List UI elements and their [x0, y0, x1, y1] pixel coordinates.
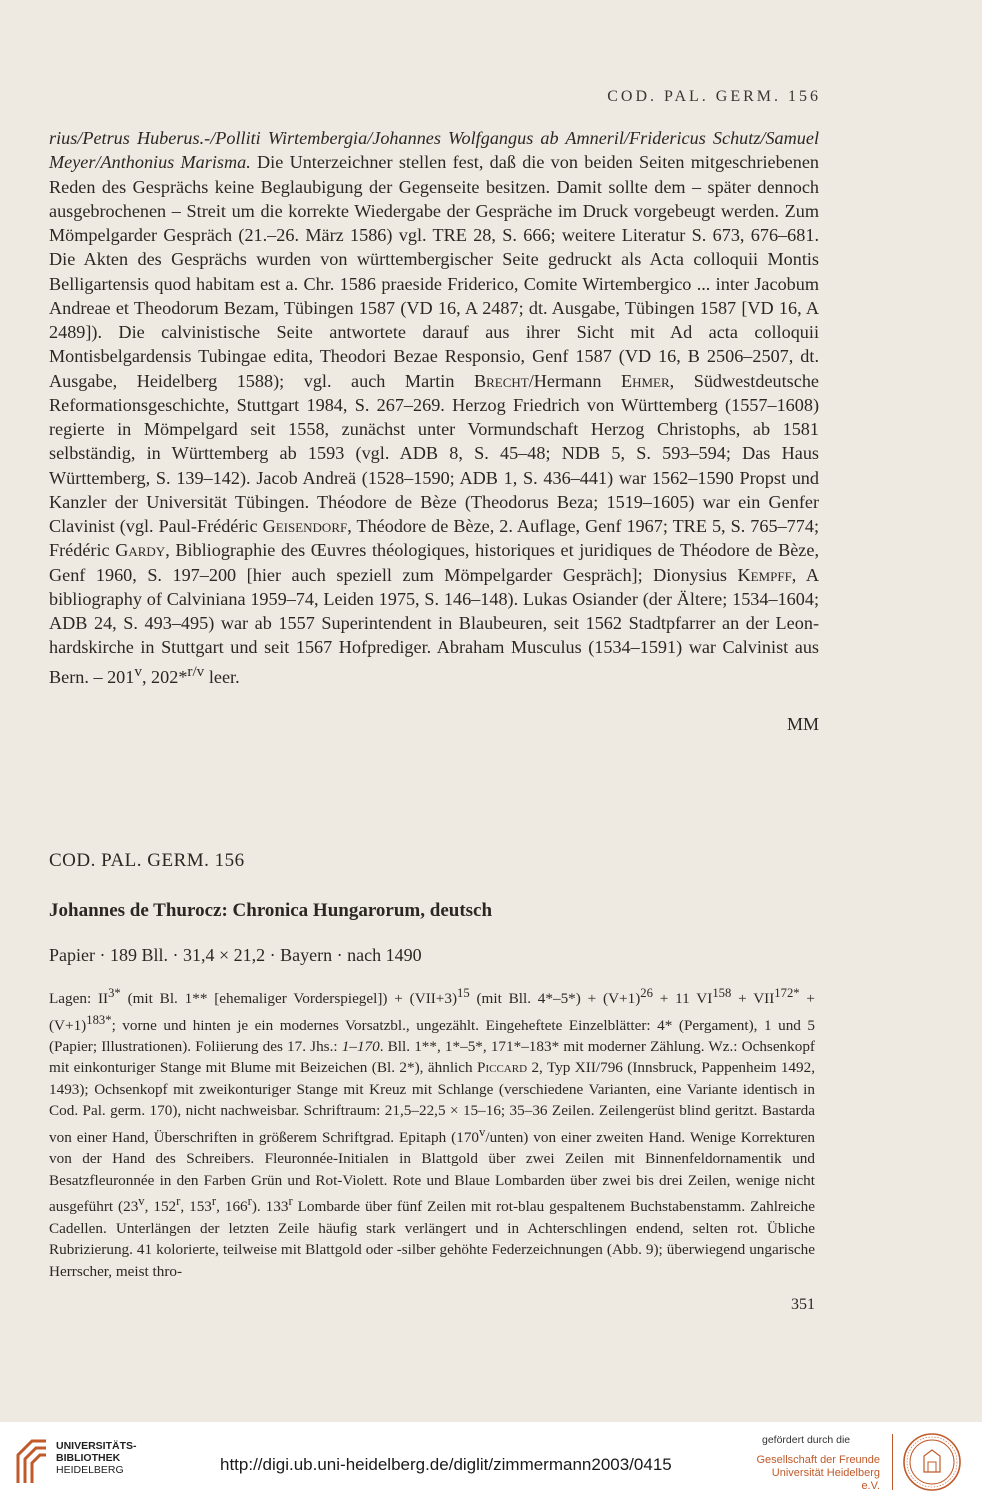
running-head: COD. PAL. GERM. 156 — [607, 88, 821, 105]
author-name: Ehmer — [620, 370, 670, 391]
sponsor-label: gefördert durch die — [762, 1434, 851, 1446]
entry-subtitle: Papier · 189 Bll. · 31,4 × 21,2 · Bayern · nach 1490 — [49, 945, 422, 965]
university-seal-icon — [902, 1432, 962, 1492]
sponsor-name[interactable]: Gesellschaft der Freunde Universität Heidelberg e.V. — [756, 1454, 880, 1492]
codicological-description — [49, 983, 815, 1282]
entry-title: Johannes de Thurocz: Chronica Hungarorum, deutsch — [49, 900, 493, 921]
author-signature: MM — [786, 714, 819, 734]
author-name: Brecht — [473, 370, 529, 391]
commentary-paragraph: rius/Petrus Huberus.-/Polliti Wirtembergia/Johannes Wolfgangus ab Amneril/Fridericus Schutz/Samuel Meyer/Anthonius Marisma. Die Unterzeichner stellen fest, daß die von beiden Seiten mitgeschriebenen Reden des Gesprächs keine Beglaubigung der Gegenseite besitzen. Damit sollte dem – später dennoch ausgebrochenen – Streit um die korrekte Wiedergabe der Gespräche im Druck vorgebeugt werden. Zum Mömpelgarder Gespräch (21.–26. März 1586) vgl. TRE 28, S. 666; weitere Literatur S. 673, 676–681. Die Akten des Gesprächs wurden von württembergischer Seite gedruckt als Acta colloquii Montis Belligartensis quod habitam est a. Chr. 1586 praeside Friderico, Comite Wirtembergico ... inter Jacobum Andreae et Theodorum Bezam, Tübingen 1587 (VD 16, A 2487; dt. Ausgabe, Tübingen 1587 [VD 16, A 2489]). Die calvinistische Seite antwortete darauf aus ihrer Sicht mit Ad acta colloquii Montisbelgardensis Tubingae edita, Theodori Bezae Responsio, Genf 1587 (VD 16, B 2506–2507, dt. Ausgabe, Heidelberg 1588); vgl. auch Martin Brecht/Hermann Ehmer, Südwestdeutsche Reformationsgeschichte, Stuttgart 1984, S. 267–269. Herzog Friedrich von Württemberg (1557–1608) regierte in Mömpelgard seit 1558, zunächst unter Vormundschaft Herzog Christophs, ab 1581 selbständig, in Württemberg ab 1593 (vgl. ADB 8, S. 45–48; NDB 5, S. 593–594; Das Haus Württemberg, S. 139–142). Jacob Andreä (1528–1590; ADB 1, S. 436–441) war 1562–1590 Propst und Kanzler der Universität Tübingen. Théodore de Bèze (Theodorus Beza; 1519–1605) war ein Genfer Clavinist (vgl. Paul-Frédéric Geisendorf, Théodore de Bèze, 2. Auflage, Genf 1967; TRE 5, S. 765–774; Frédéric Gardy, Bibliographie des Œuvres théologiques, historiques et juridiques de Théodore de Bèze, Genf 1960, S. 197–200 [hier auch speziell zum Mömpelgarder Gespräch]; Dionysius Kempff, A bibliography of Calviniana 1959–74, Leiden 1975, S. 146–148). Lukas Osiander (der Ältere; 1534–1604; ADB 24, S. 493–495) war ab 1557 Superintendent in Blaubeuren, seit 1562 Stadtpfarrer an der Leonhardskirche in Stuttgart und seit 1567 Hofprediger. Abraham Musculus (1534–1591) war Calvinist aus Bern. – 201$^v$, 202*$^{r/v}$ leer. — [49, 128, 819, 687]
author-name: Piccard — [477, 1059, 528, 1077]
permalink-url[interactable]: http://digi.ub.uni-heidelberg.de/diglit/zimmermann2003/0415 — [220, 1455, 672, 1474]
author-name: Kempff — [737, 564, 792, 585]
entry-heading: COD. PAL. GERM. 156 — [49, 850, 245, 871]
commentary-text — [49, 126, 819, 689]
signatories-list: rius/Petrus Huberus.-/Polliti Wirtembergia/Johannes Wolfgangus ab Amneril/Fridericus Schutz/Samuel Meyer/Anthonius Marisma. — [49, 128, 819, 173]
library-logo-icon[interactable] — [12, 1437, 50, 1487]
footer-bar — [0, 1422, 982, 1502]
description-paragraph: Lagen: $II^{3*}$ (mit Bl. 1** [ehemaliger Vorderspiegel]) + $(VII+3)^{15}$ (mit Bll. $4*-5*) + (V+1)^{26} + 11$ $VI^{158} + VII^{172*} + (V+1)^{183*}$; vorne und hinten je ein modernes Vorsatzbl., ungezählt. Eingeheftete Einzelblätter: 4* (Pergament), 1 und 5 (Papier; Illustrationen). Foliierung des 17. Jhs.: 1–170. Bll. 1**, 1*–5*, 171*–183* mit moderner Zählung. Wz.: Ochsenkopf mit einkonturiger Stange mit Blume mit Beizeichen (Bl. 2*), ähnlich Piccard 2, Typ XII/796 (Innsbruck, Pappenheim 1492, 1493); Ochsenkopf mit zweikonturiger Stange mit Kreuz mit Schlange (verschiedene Varianten, eine Variante identisch in Cod. Pal. germ. 170), nicht nachweisbar. Schriftraum: 21,5–22,5 × 15–16; 35–36 Zeilen. Zeilengerüst blind geritzt. Bastarda von einer Hand, Überschriften in größerem Schriftgrad. Epitaph (170$^v$/unten) von einer zweiten Hand. Wenige Korrekturen von der Hand des Schreibers. Fleuronnée-Initialen in Blattgold über zwei Zeilen mit Binnenfeldornamentik und Besatzfleuronnée in den Farben Grün und Rot-Violett. Rote und Blaue Lombarden über zwei bis drei Zeilen, wenige nicht ausgeführt (23$^v$, 152$^r$, 153$^r$, 166$^r$). 133$^r$ Lombarde über fünf Zeilen mit rot-blau gespaltenem Buchstabenstamm. Zahlreiche Cadellen. Unterlängen der letzten Zeile häufig stark verlängert und in Achterschlingen endend, selten rot. Übliche Rubrizierung. 41 kolorierte, teilweise mit Blattgold oder -silber gehöhte Federzeichnungen (Abb. 9); überwiegend ungarische Herrscher, meist thro- — [49, 986, 816, 1280]
footer-divider — [892, 1434, 893, 1490]
library-name: UNIVERSITÄTS- BIBLIOTHEK HEIDELBERG — [56, 1440, 137, 1476]
page-number: 351 — [791, 1296, 815, 1313]
author-name: Geisendorf — [262, 516, 348, 536]
author-name: Gardy — [115, 540, 166, 561]
